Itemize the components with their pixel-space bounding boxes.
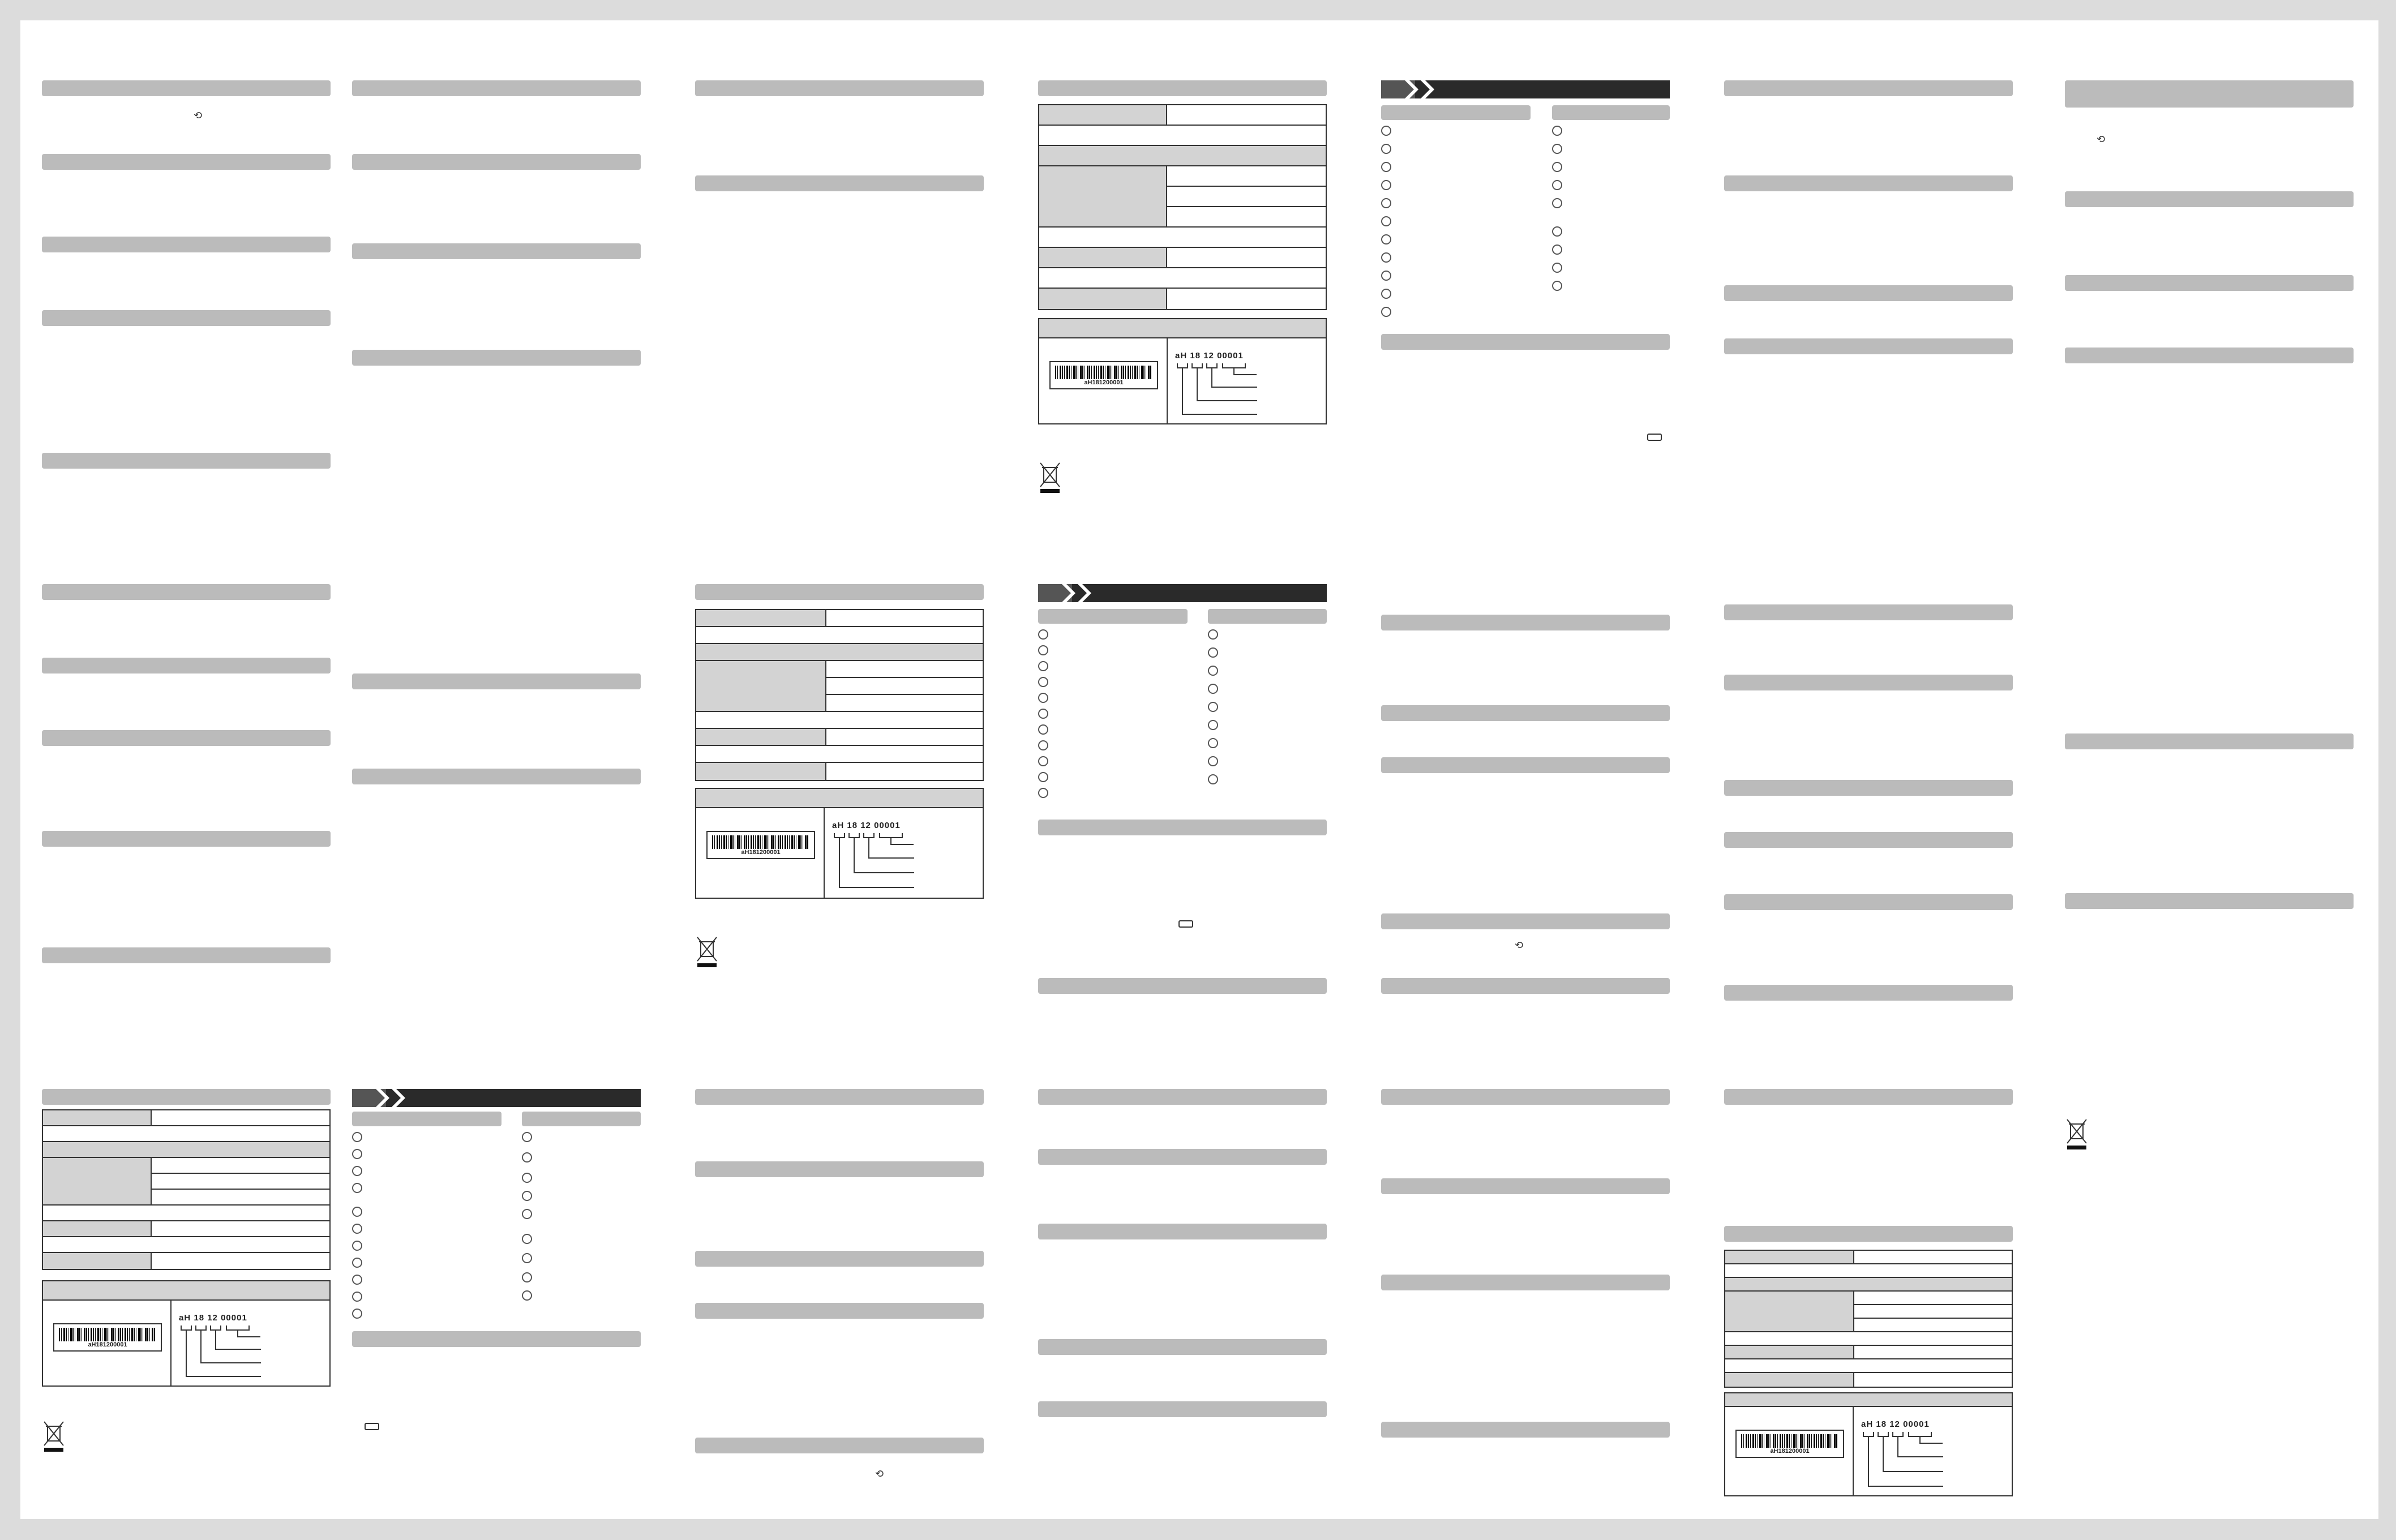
serial-code-label: aH 18 12 00001 [832,821,901,830]
section-bar [42,237,331,252]
bullet-circle [1552,126,1562,136]
serial-code-callouts [1861,1431,1946,1493]
bullet-circle [522,1152,532,1162]
crossed-bin-icon [2066,1118,2089,1150]
crossed-bin-icon [1039,462,1062,494]
bullet-circle [1552,281,1562,291]
bullet-circle [1381,271,1391,281]
section-bar [1724,338,2013,354]
section-bar [1381,705,1670,721]
bullet-circle [1552,144,1562,154]
bullet-circle [1038,693,1048,703]
bullet-circle [1381,144,1391,154]
bullet-circle [1552,263,1562,273]
section-bar [2065,893,2354,909]
bullet-circle [1381,289,1391,299]
bullet-circle [352,1166,362,1176]
section-bar [42,1089,331,1105]
spec-table [695,609,984,781]
barcode: aH181200001 [53,1323,162,1352]
section-bar [42,831,331,847]
section-bar [1038,1224,1327,1239]
bullet-circle [1552,162,1562,172]
serial-code-label: aH 18 12 00001 [1861,1419,1930,1429]
bullet-circle [1208,738,1218,748]
bullet-circle [522,1234,532,1244]
section-bar [2065,275,2354,291]
bullet-circle [1208,666,1218,676]
bullet-circle [1552,244,1562,255]
bullet-circle [1381,252,1391,263]
bullet-circle [1208,720,1218,730]
section-bar [1724,985,2013,1001]
section-bar [1381,615,1670,630]
section-bar [42,310,331,326]
section-bar [695,1161,984,1177]
column-header [522,1112,641,1126]
bullet-circle [1208,647,1218,658]
column-6 [1724,20,2013,1519]
column-7 [2065,20,2354,1519]
serial-code-callouts [179,1324,264,1381]
section-bar [1038,1149,1327,1165]
battery-icon [1647,434,1662,441]
barcode: aH181200001 [706,831,815,859]
chevron-right-icon [1404,80,1449,98]
serial-code-callouts [832,832,917,894]
section-bar [42,80,331,96]
serial-code-label: aH 18 12 00001 [1175,351,1244,361]
section-bar [695,80,984,96]
section-bar [1381,1422,1670,1438]
crossed-bin-icon [43,1421,66,1452]
bullet-circle [1038,772,1048,782]
section-bar [352,243,641,259]
column-header [1208,609,1327,624]
section-bar [1724,675,2013,690]
section-bar [1381,334,1670,350]
section-bar [42,947,331,963]
section-bar [1038,1339,1327,1355]
section-bar [1038,1089,1327,1105]
bullet-circle [352,1241,362,1251]
bullet-circle [1038,724,1048,735]
section-bar [2065,191,2354,207]
serial-code-box [42,1280,331,1387]
column-1 [42,20,331,1519]
barcode: aH181200001 [1735,1430,1844,1458]
leaflet-sheet [20,20,2378,1519]
column-5 [1381,20,1670,1519]
section-bar [1381,913,1670,929]
bullet-circle [1552,180,1562,190]
spec-table [1038,104,1327,310]
bullet-circle [522,1209,532,1219]
bullet-circle [1208,774,1218,784]
section-bar [695,1303,984,1319]
section-bar [1724,80,2013,96]
section-bar [352,350,641,366]
section-bar [1381,757,1670,773]
bullet-circle [1381,126,1391,136]
serial-code-box [1724,1392,2013,1496]
bullet-circle [522,1191,532,1201]
chevron-right-icon [375,1089,420,1107]
section-bar [695,1438,984,1453]
bullet-circle [352,1309,362,1319]
bullet-circle [522,1272,532,1282]
section-bar [2065,733,2354,749]
bullet-circle [522,1132,532,1142]
column-header [1381,105,1531,120]
section-bar [1381,978,1670,994]
column-header [352,1112,502,1126]
bullet-circle [1208,756,1218,766]
section-bar [1038,80,1327,96]
section-bar [1724,285,2013,301]
section-bar [352,674,641,689]
bullet-circle [1038,740,1048,750]
bullet-circle [1038,629,1048,640]
bullet-circle [352,1132,362,1142]
serial-code-callouts [1175,362,1260,419]
section-bar [352,154,641,170]
section-bar [42,453,331,469]
section-bar [42,730,331,746]
recycle-timer-icon: ⟲ [1515,940,1524,951]
serial-code-box [1038,318,1327,424]
battery-icon [365,1423,379,1430]
bullet-circle [1038,756,1048,766]
bullet-circle [1552,198,1562,208]
bullet-circle [1381,307,1391,317]
spec-table [1724,1250,2013,1388]
bullet-circle [352,1224,362,1234]
section-bar [42,658,331,674]
bullet-circle [1381,162,1391,172]
spec-table [42,1109,331,1270]
chevron-right-icon [1061,584,1106,602]
bullet-circle [522,1173,532,1183]
section-bar [1038,1401,1327,1417]
recycle-timer-icon: ⟲ [194,110,203,121]
section-bar [1724,175,2013,191]
battery-icon [1178,920,1193,928]
section-bar [695,175,984,191]
bullet-circle [1381,234,1391,244]
section-bar [2065,80,2354,108]
bullet-circle [1381,198,1391,208]
section-bar [1724,604,2013,620]
bullet-circle [1038,677,1048,687]
bullet-circle [352,1149,362,1159]
bullet-circle [522,1290,532,1301]
column-header [1038,609,1188,624]
dark-section-bar [352,1089,641,1107]
section-bar [1038,978,1327,994]
section-bar [695,1089,984,1105]
section-bar [352,1331,641,1347]
column-2 [352,20,641,1519]
bullet-circle [1208,629,1218,640]
section-bar [1724,780,2013,796]
section-bar [42,584,331,600]
dark-section-bar [1038,584,1327,602]
section-bar [695,584,984,600]
section-bar [695,1251,984,1267]
section-bar [1724,832,2013,848]
recycle-timer-icon: ⟲ [875,1468,884,1479]
barcode: aH181200001 [1049,361,1158,389]
serial-code-box [695,788,984,899]
bullet-circle [1552,226,1562,237]
section-bar [42,154,331,170]
bullet-circle [1381,180,1391,190]
section-bar [352,80,641,96]
bullet-circle [352,1275,362,1285]
bullet-circle [1038,645,1048,655]
section-bar [1381,1089,1670,1105]
section-bar [1381,1178,1670,1194]
column-3 [695,20,984,1519]
section-bar [352,769,641,784]
column-4 [1038,20,1327,1519]
crossed-bin-icon [696,936,719,968]
bullet-circle [522,1253,532,1263]
column-header [1552,105,1670,120]
recycle-timer-icon: ⟲ [2097,134,2106,145]
bullet-circle [1038,661,1048,671]
section-bar [1381,1275,1670,1290]
bullet-circle [1381,216,1391,226]
bullet-circle [352,1292,362,1302]
serial-code-label: aH 18 12 00001 [179,1313,247,1323]
section-bar [1724,894,2013,910]
bullet-circle [352,1183,362,1193]
section-bar [1038,820,1327,835]
section-bar [1724,1226,2013,1242]
bullet-circle [1038,788,1048,798]
bullet-circle [1208,702,1218,712]
bullet-circle [352,1207,362,1217]
bullet-circle [1038,709,1048,719]
bullet-circle [352,1258,362,1268]
section-bar [1724,1089,2013,1105]
bullet-circle [1208,684,1218,694]
dark-section-bar [1381,80,1670,98]
section-bar [2065,348,2354,363]
